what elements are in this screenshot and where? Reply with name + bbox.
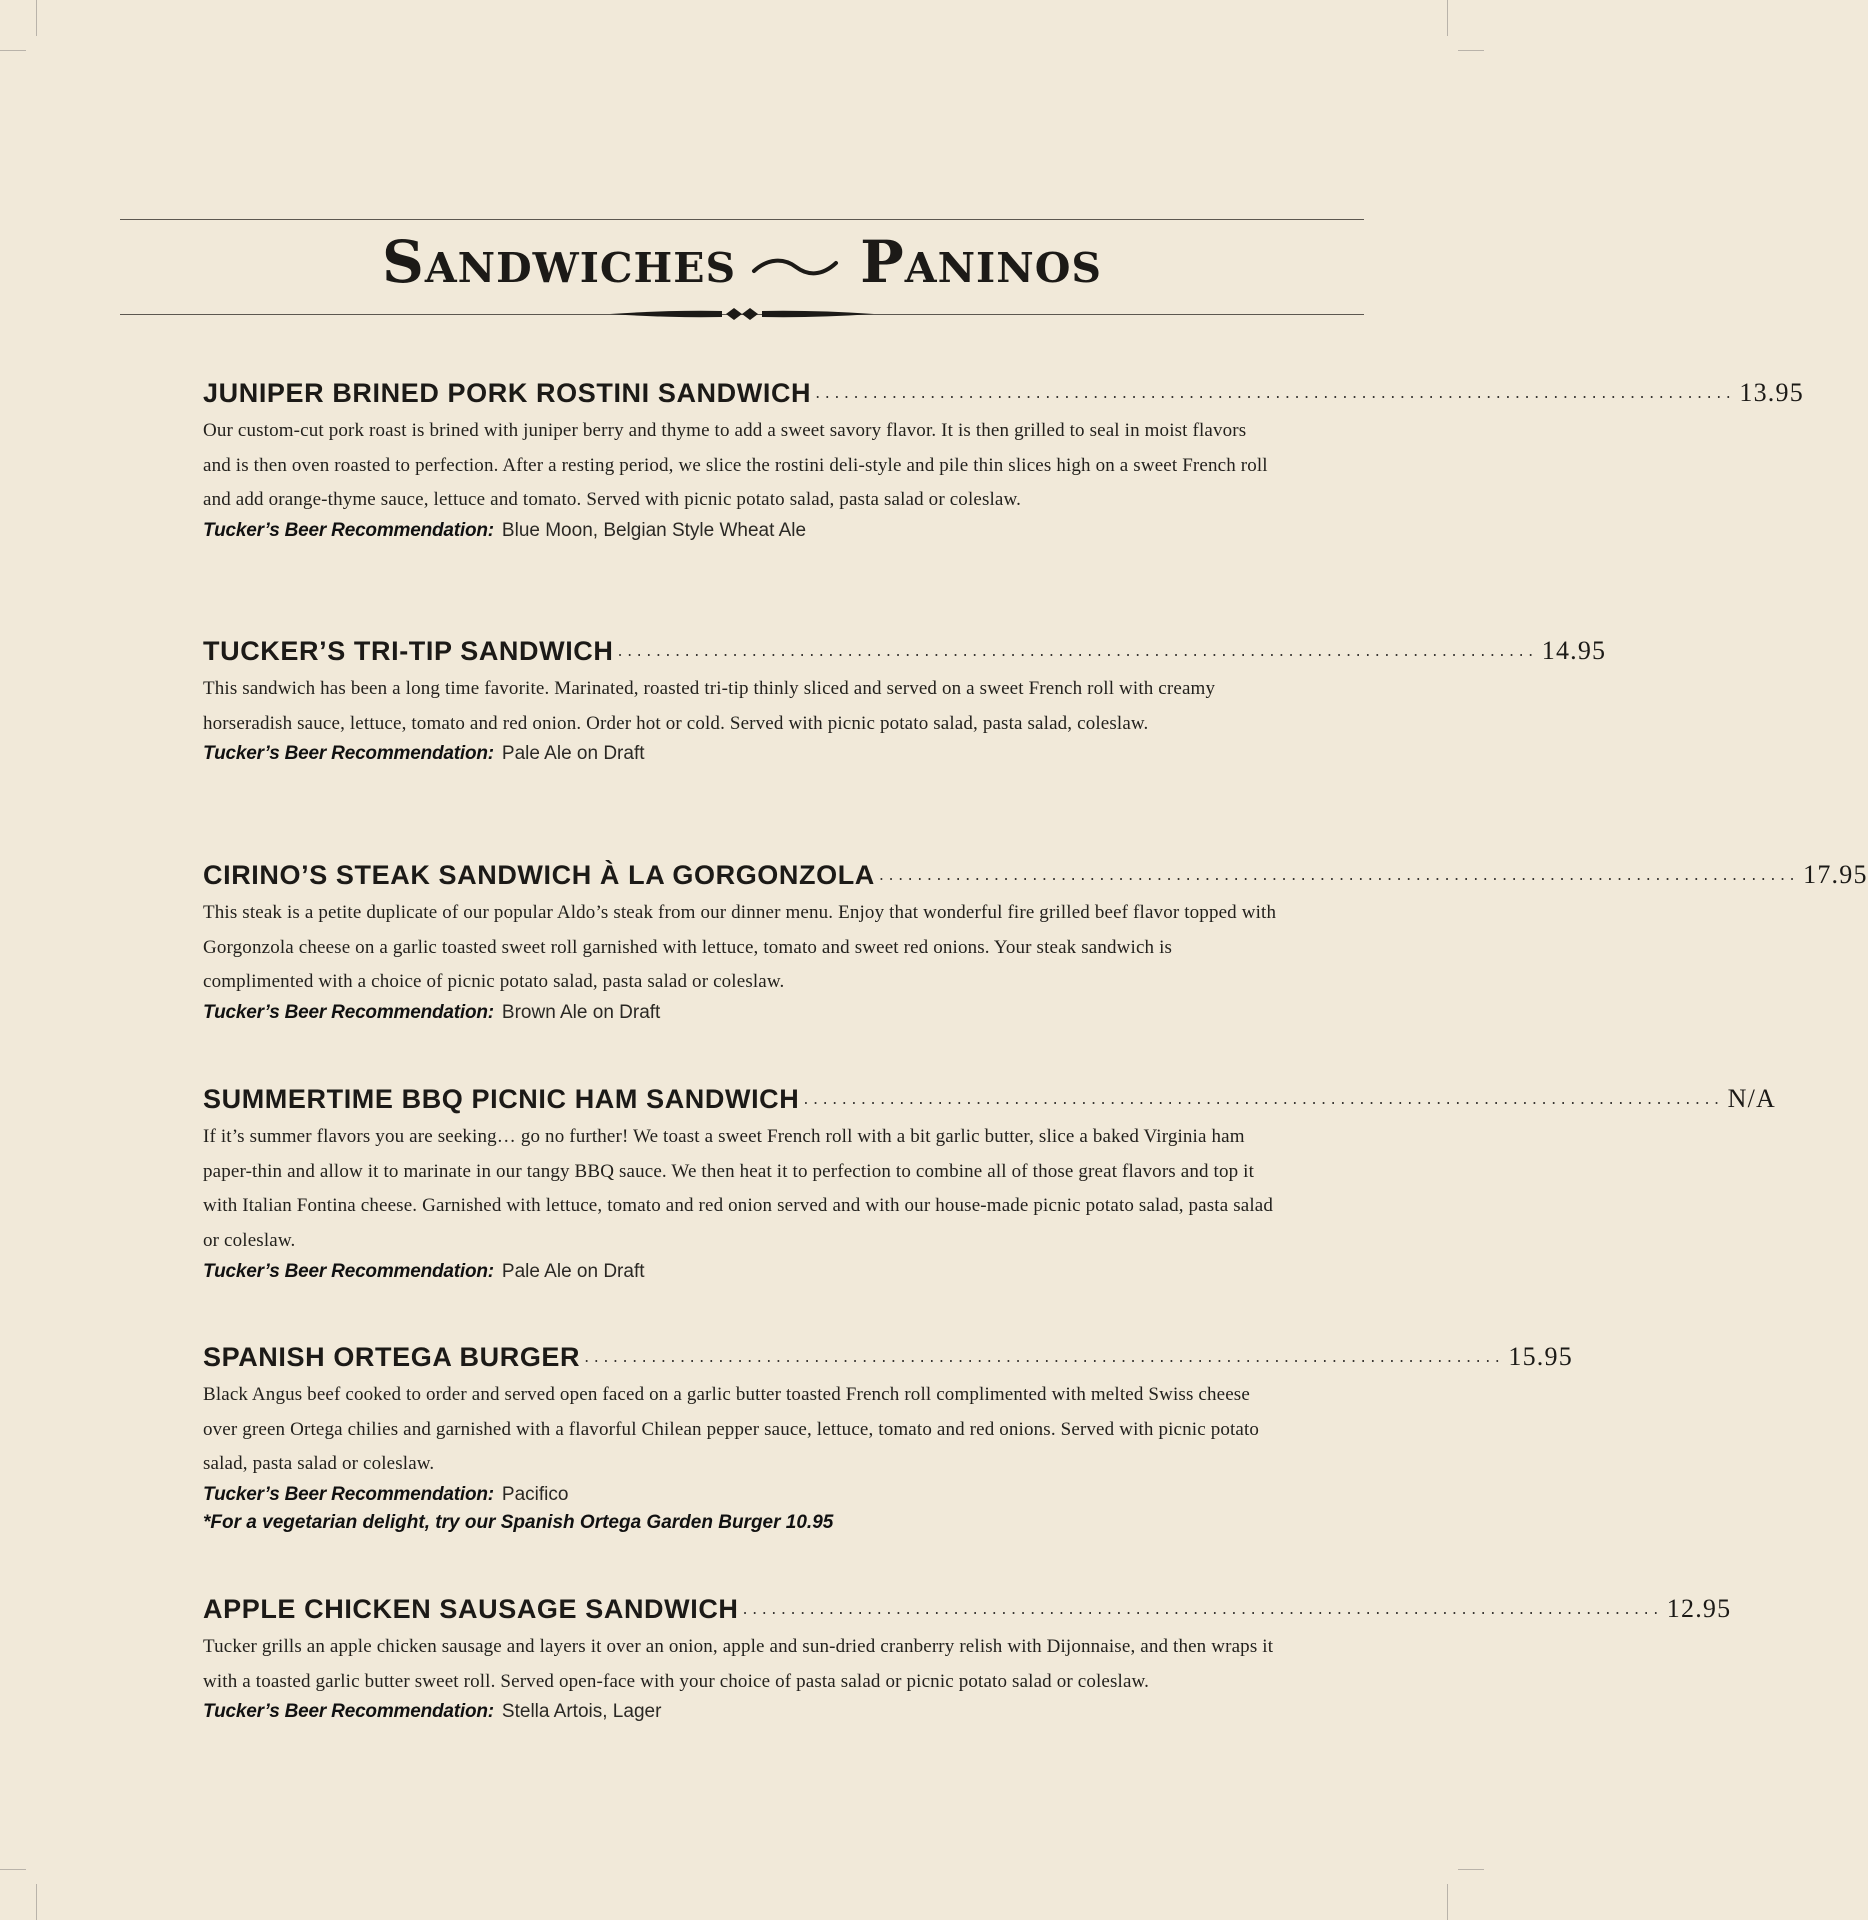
recommendation-value: Pacifico <box>501 1484 569 1506</box>
item-price: 17.95 <box>1803 860 1868 889</box>
dot-leader: ................................................................................................ <box>803 1089 1724 1108</box>
recommendation-label: Tucker’s Beer Recommendation: <box>203 1484 494 1506</box>
crop-mark <box>0 50 26 51</box>
vegetarian-note: *For a vegetarian delight, try our Spanish Ortega Garden Burger 10.95 <box>203 1512 834 1534</box>
recommendation-value: Pale Ale on Draft <box>501 1260 645 1282</box>
item-name: TUCKER’S TRI-TIP SANDWICH <box>203 636 614 666</box>
item-description: Our custom-cut pork roast is brined with juniper berry and thyme to add a sweet savory flavor. It is then grilled to seal in moist flavors and is then oven roasted to perfection. After a resting period, we slice the rostini deli-style and pile thin slices high on a sweet French roll and add orange-thyme sauce, lettuce and tomato. Served with picnic potato salad, pasta salad or coleslaw. <box>203 420 1268 511</box>
menu-item <box>203 632 1607 768</box>
recommendation-label: Tucker’s Beer Recommendation: <box>203 1701 494 1723</box>
item-price: 15.95 <box>1508 1342 1573 1371</box>
item-price: 12.95 <box>1666 1594 1732 1623</box>
item-description: Tucker grills an apple chicken sausage and layers it over an onion, apple and sun-dried cranberry relish with Dijonnaise, and then wraps it with a toasted garlic butter sweet roll. Served open-face with your choice of pasta salad or picnic potato salad or coleslaw. <box>203 1636 1274 1692</box>
page-title <box>120 226 1364 298</box>
item-description: If it’s summer flavors you are seeking… go no further! We toast a sweet French roll with a bit garlic butter, slice a baked Virginia ham paper-thin and allow it to marinate in our tangy BBQ sauce. We then heat it to perfection to combine all of those great flavors and top it with Italian Fontina cheese. Garnished with lettuce, tomato and red onion served and with our house-made picnic potato salad, pasta salad or coleslaw. <box>203 1126 1273 1252</box>
diamond-ornament-icon <box>610 305 874 323</box>
title-right: Paninos <box>860 228 1103 296</box>
item-name: SPANISH ORTEGA BURGER <box>203 1342 581 1372</box>
beer-recommendation <box>203 517 1278 545</box>
menu-item <box>203 1080 1777 1286</box>
beer-recommendation <box>203 1481 1278 1509</box>
title-left: Sandwiches <box>381 228 737 296</box>
item-description: Black Angus beef cooked to order and served open faced on a garlic butter toasted French roll complimented with melted Swiss cheese over green Ortega chilies and garnished with a flavorful Chilean pepper sauce, lettuce, tomato and red onions. Served with picnic potato salad, pasta salad or coleslaw. <box>203 1384 1260 1475</box>
item-price: 14.95 <box>1541 636 1607 665</box>
crop-mark <box>36 1884 37 1920</box>
item-name: SUMMERTIME BBQ PICNIC HAM SANDWICH <box>203 1084 800 1114</box>
dot-leader: ................................................................................................ <box>617 641 1538 660</box>
recommendation-value: Pale Ale on Draft <box>501 743 645 765</box>
dot-leader: ................................................................................................ <box>815 383 1736 402</box>
item-name: CIRINO’S STEAK SANDWICH À LA GORGONZOLA <box>203 860 875 890</box>
menu-item <box>203 856 1868 1027</box>
recommendation-value: Blue Moon, Belgian Style Wheat Ale <box>501 520 807 542</box>
recommendation-value: Stella Artois, Lager <box>501 1701 662 1723</box>
item-price: 13.95 <box>1739 378 1804 407</box>
dot-leader: ................................................................................................ <box>878 865 1800 884</box>
crop-mark <box>0 1869 26 1870</box>
item-name: JUNIPER BRINED PORK ROSTINI SANDWICH <box>203 378 812 408</box>
item-description: This sandwich has been a long time favorite. Marinated, roasted tri-tip thinly sliced and served on a sweet French roll with creamy horseradish sauce, lettuce, tomato and red onion. Order hot or cold. Served with picnic potato salad, pasta salad, coleslaw. <box>203 678 1216 734</box>
recommendation-label: Tucker’s Beer Recommendation: <box>203 743 494 765</box>
beer-recommendation <box>203 999 1278 1027</box>
item-name: APPLE CHICKEN SAUSAGE SANDWICH <box>203 1594 739 1624</box>
dot-leader: ................................................................................................ <box>584 1347 1505 1366</box>
menu-item <box>203 1338 1573 1537</box>
menu-item <box>203 1590 1732 1726</box>
beer-recommendation <box>203 740 1278 768</box>
item-description: This steak is a petite duplicate of our popular Aldo’s steak from our dinner menu. Enjoy that wonderful fire grilled beef flavor topped with Gorgonzola cheese on a garlic toasted sweet roll garnished with lettuce, tomato and sweet red onions. Your steak sandwich is complimented with a choice of picnic potato salad, pasta salad or coleslaw. <box>203 902 1277 993</box>
recommendation-label: Tucker’s Beer Recommendation: <box>203 1002 494 1024</box>
crop-mark <box>36 0 37 36</box>
crop-mark <box>1458 50 1484 51</box>
item-price: N/A <box>1727 1084 1777 1113</box>
crop-mark <box>1447 1884 1448 1920</box>
dot-leader: ................................................................................................ <box>742 1599 1663 1618</box>
recommendation-label: Tucker’s Beer Recommendation: <box>203 1260 494 1282</box>
recommendation-value: Brown Ale on Draft <box>501 1002 661 1024</box>
menu-item <box>203 374 1804 545</box>
beer-recommendation <box>203 1698 1278 1726</box>
tilde-swash-icon <box>750 254 840 280</box>
header-top-rule <box>120 219 1364 220</box>
crop-mark <box>1458 1869 1484 1870</box>
crop-mark <box>1447 0 1448 36</box>
recommendation-label: Tucker’s Beer Recommendation: <box>203 520 494 542</box>
beer-recommendation <box>203 1258 1278 1286</box>
